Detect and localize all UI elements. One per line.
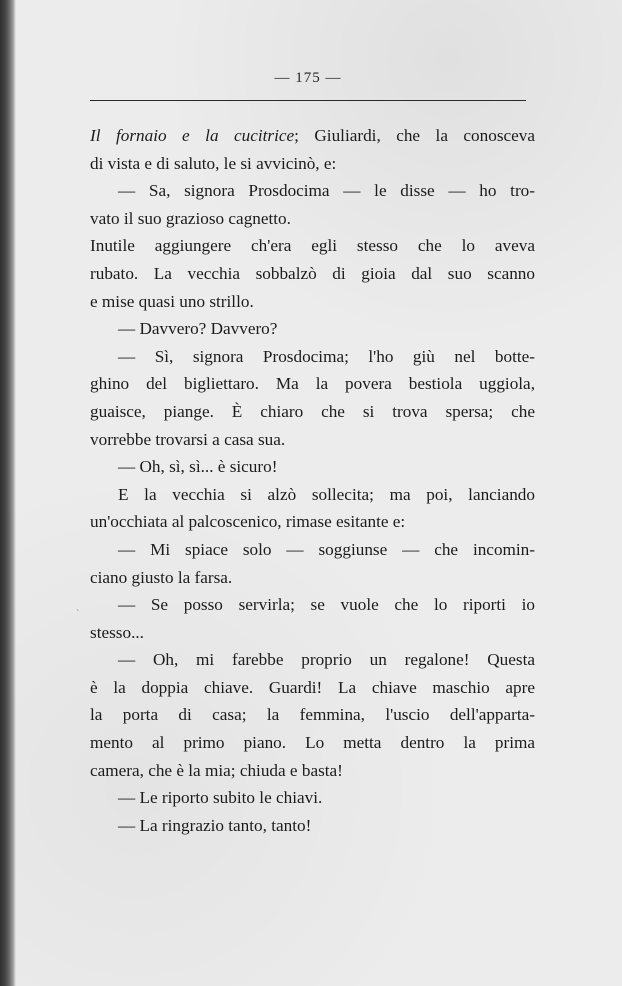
text-line-9: — Sì, signora Prosdocima; l'ho giù nel botte- xyxy=(118,346,535,366)
text-line-14: E la vecchia si alzò sollecita; ma poi, lanciando xyxy=(118,484,535,504)
text-line-23: mento al primo piano. Lo metta dentro la prima xyxy=(90,733,535,753)
text-line-17: ciano giusto la farsa. xyxy=(90,567,233,587)
page-text xyxy=(90,122,535,839)
text-line-11: guaisce, piange. È chiaro che si trova spersa; che xyxy=(90,401,535,421)
text-line-1 xyxy=(90,122,535,150)
header-rule xyxy=(90,100,526,101)
text-line-12: vorrebbe trovarsi a casa sua. xyxy=(90,429,286,449)
line-text: ; Giuliardi, che la conosceva xyxy=(294,126,535,145)
italic-title: Il fornaio e la cucitrice xyxy=(90,126,295,145)
text-line-10: ghino del bigliettaro. Ma la povera bestiola uggiola, xyxy=(90,374,535,394)
text-line-7: e mise quasi uno strillo. xyxy=(90,291,254,311)
text-line-5: Inutile aggiungere ch'era egli stesso che lo aveva xyxy=(90,236,535,256)
text-line-6: rubato. La vecchia sobbalzò di gioia dal suo scanno xyxy=(90,263,535,283)
text-line-8: — Davvero? Davvero? xyxy=(118,319,278,339)
text-line-4: vato il suo grazioso cagnetto. xyxy=(90,208,291,228)
text-line-16: — Mi spiace solo — soggiunse — che incomin- xyxy=(118,539,535,559)
text-line-13: — Oh, sì, sì... è sicuro! xyxy=(118,457,278,477)
text-line-21: è la doppia chiave. Guardi! La chiave maschio apre xyxy=(90,677,535,697)
text-line-19: stesso... xyxy=(90,622,144,642)
text-line-24: camera, che è la mia; chiuda e basta! xyxy=(90,760,343,780)
text-line-22: la porta di casa; la femmina, l'uscio dell'apparta- xyxy=(90,705,535,725)
text-line-15: un'occhiata al palcoscenico, rimase esitante e: xyxy=(90,512,406,532)
text-line-2: di vista e di saluto, le si avvicinò, e: xyxy=(90,153,337,173)
text-line-18: — Se posso servirla; se vuole che lo riporti io xyxy=(118,595,535,615)
text-line-26: — La ringrazio tanto, tanto! xyxy=(118,815,312,835)
margin-mark-icon: ` xyxy=(76,609,80,620)
text-line-25: — Le riporto subito le chiavi. xyxy=(118,788,323,808)
text-line-20: — Oh, mi farebbe proprio un regalone! Questa xyxy=(118,650,535,670)
page-binding-edge xyxy=(0,0,16,986)
text-line-3: — Sa, signora Prosdocima — le disse — ho tro- xyxy=(118,181,535,201)
page-number: — 175 — xyxy=(274,70,342,86)
